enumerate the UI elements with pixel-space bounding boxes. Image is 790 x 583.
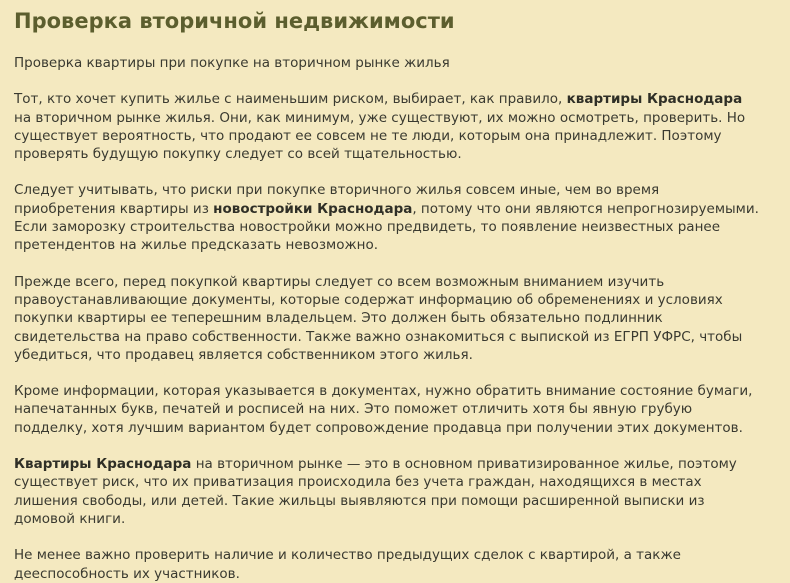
link-kvartiry-krasnodara[interactable]: квартиры Краснодара bbox=[566, 91, 743, 108]
paragraph-2-line-2 bbox=[14, 200, 776, 218]
paragraph-4-line-1: Кроме информации, которая указывается в документах, нужно обратить внимание состояние бумаги, bbox=[14, 383, 753, 400]
paragraph-5-line-1 bbox=[14, 455, 776, 473]
paragraph-1-line-4: проверять будущую покупку следует со всей тщательностью. bbox=[14, 146, 462, 163]
paragraph-2-line-3: Если заморозку строительства новостройки можно предвидеть, то появление неизвестных ранее bbox=[14, 219, 721, 236]
paragraph-6-line-1: Не менее важно проверить наличие и количество предыдущих сделок с квартирой, а также bbox=[14, 547, 681, 564]
link-kvartiry-krasnodara-2[interactable]: Квартиры Краснодара bbox=[14, 456, 192, 473]
text-segment: на вторичном рынке — это в основном приватизированное жилье, поэтому bbox=[191, 456, 737, 473]
paragraph-6-line-2: дееспособность их участников. bbox=[14, 565, 240, 582]
article-subtitle: Проверка квартиры при покупке на вторичном рынке жилья bbox=[14, 55, 450, 71]
paragraph-5 bbox=[14, 455, 776, 528]
paragraph-4-line-2: напечатанных букв, печатей и росписей на них. Это поможет отличить хотя бы явную грубую bbox=[14, 401, 693, 418]
text-segment: приобретения квартиры из bbox=[14, 200, 214, 217]
paragraph-2 bbox=[14, 181, 776, 254]
paragraph-3-line-4: свидетельства на право собственности. Также важно ознакомиться с выпиской из ЕГРП УФРС, чтобы bbox=[14, 328, 743, 345]
paragraph-3 bbox=[14, 273, 776, 364]
paragraph-1-line-1 bbox=[14, 90, 776, 108]
text-segment: , потому что они являются непрогнозируемыми. bbox=[412, 200, 759, 217]
paragraph-6 bbox=[14, 546, 776, 583]
link-novostroyki-krasnodara[interactable]: новостройки Краснодара bbox=[213, 200, 413, 217]
paragraph-1 bbox=[14, 90, 776, 163]
paragraph-4-line-3: подделку, хотя лучшим вариантом будет сопровождение продавца при получении этих документов. bbox=[14, 419, 743, 436]
paragraph-5-line-4: домовой книги. bbox=[14, 510, 126, 527]
paragraph-1-line-2: на вторичном рынке жилья. Они, как минимум, уже существуют, их можно осмотреть, проверить. Но bbox=[14, 109, 746, 126]
paragraph-5-line-3: лишения свободы, или детей. Такие жильцы выявляются при помощи расширенной выписки из bbox=[14, 492, 705, 509]
paragraph-3-line-2: правоустанавливающие документы, которые содержат информацию об обременениях и условиях bbox=[14, 291, 723, 308]
paragraph-1-line-3: существует вероятность, что продают ее совсем не те люди, которым она принадлежит. Поэтому bbox=[14, 127, 722, 144]
paragraph-3-line-5: убедиться, что продавец является собственником этого жилья. bbox=[14, 346, 473, 363]
page-title: Проверка вторичной недвижимости bbox=[14, 9, 455, 33]
paragraph-3-line-1: Прежде всего, перед покупкой квартиры следует со всем возможным вниманием изучить bbox=[14, 273, 665, 290]
paragraph-2-line-1: Следует учитывать, что риски при покупке вторичного жилья совсем иные, чем во время bbox=[14, 182, 660, 199]
paragraph-2-line-4: претендентов на жилье предсказать невозможно. bbox=[14, 237, 378, 254]
paragraph-3-line-3: покупки квартиры ее теперешним владельцем. Это должен быть обязательно подлинник bbox=[14, 310, 663, 327]
paragraph-5-line-2: существует риск, что их приватизация происходила без учета граждан, находящихся в местах bbox=[14, 474, 702, 491]
text-segment: Тот, кто хочет купить жилье с наименьшим риском, выбирает, как правило, bbox=[14, 91, 567, 108]
paragraph-4 bbox=[14, 382, 776, 437]
